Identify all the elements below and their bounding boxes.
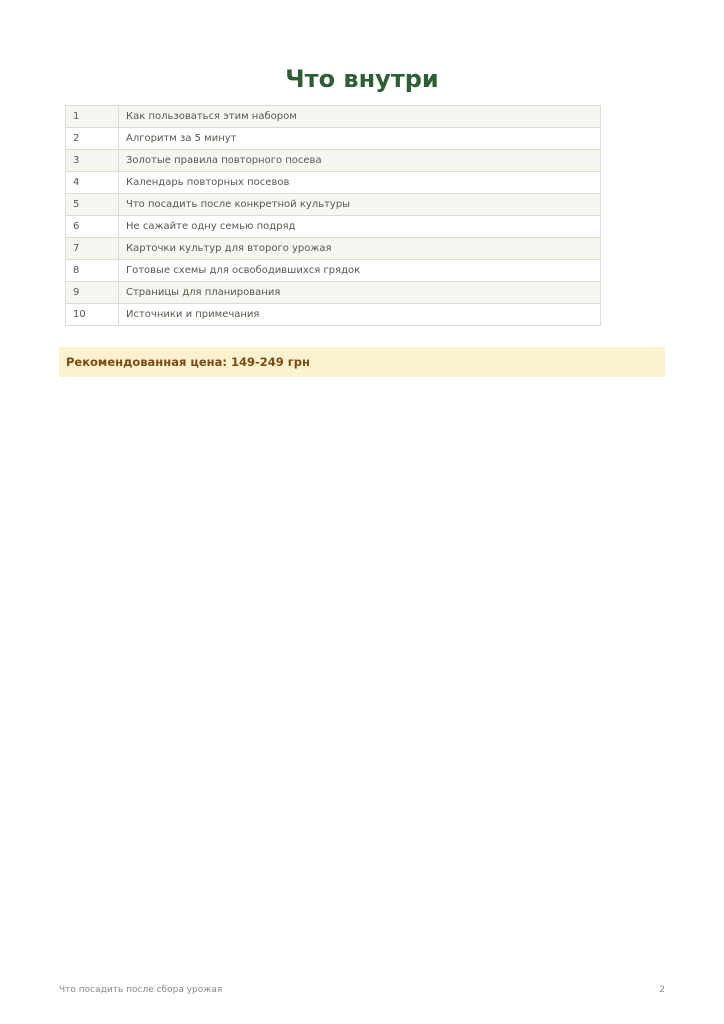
row-title: Страницы для планирования	[119, 282, 601, 304]
row-title: Как пользоваться этим набором	[119, 106, 601, 128]
page-title: Что внутри	[285, 65, 439, 93]
price-banner	[59, 347, 665, 377]
row-number: 3	[66, 150, 119, 172]
table-row	[66, 150, 601, 172]
row-title: Календарь повторных посевов	[119, 172, 601, 194]
row-title: Карточки культур для второго урожая	[119, 238, 601, 260]
table-row	[66, 194, 601, 216]
table-row	[66, 216, 601, 238]
row-number: 8	[66, 260, 119, 282]
row-title: Что посадить после конкретной культуры	[119, 194, 601, 216]
row-number: 1	[66, 106, 119, 128]
row-title: Алгоритм за 5 минут	[119, 128, 601, 150]
row-number: 7	[66, 238, 119, 260]
row-number: 5	[66, 194, 119, 216]
row-number: 10	[66, 304, 119, 326]
row-title: Золотые правила повторного посева	[119, 150, 601, 172]
table-row	[66, 106, 601, 128]
row-title: Готовые схемы для освободившихся грядок	[119, 260, 601, 282]
price-text: Рекомендованная цена: 149-249 грн	[66, 355, 310, 369]
table-row	[66, 304, 601, 326]
table-row	[66, 128, 601, 150]
row-title: Источники и примечания	[119, 304, 601, 326]
page-number: 2	[659, 985, 665, 995]
table-row	[66, 238, 601, 260]
table-row	[66, 282, 601, 304]
contents-table	[65, 105, 601, 326]
table-row	[66, 260, 601, 282]
row-number: 4	[66, 172, 119, 194]
row-title: Не сажайте одну семью подряд	[119, 216, 601, 238]
row-number: 6	[66, 216, 119, 238]
row-number: 2	[66, 128, 119, 150]
table-row	[66, 172, 601, 194]
footer-title: Что посадить после сбора урожая	[59, 985, 223, 995]
row-number: 9	[66, 282, 119, 304]
